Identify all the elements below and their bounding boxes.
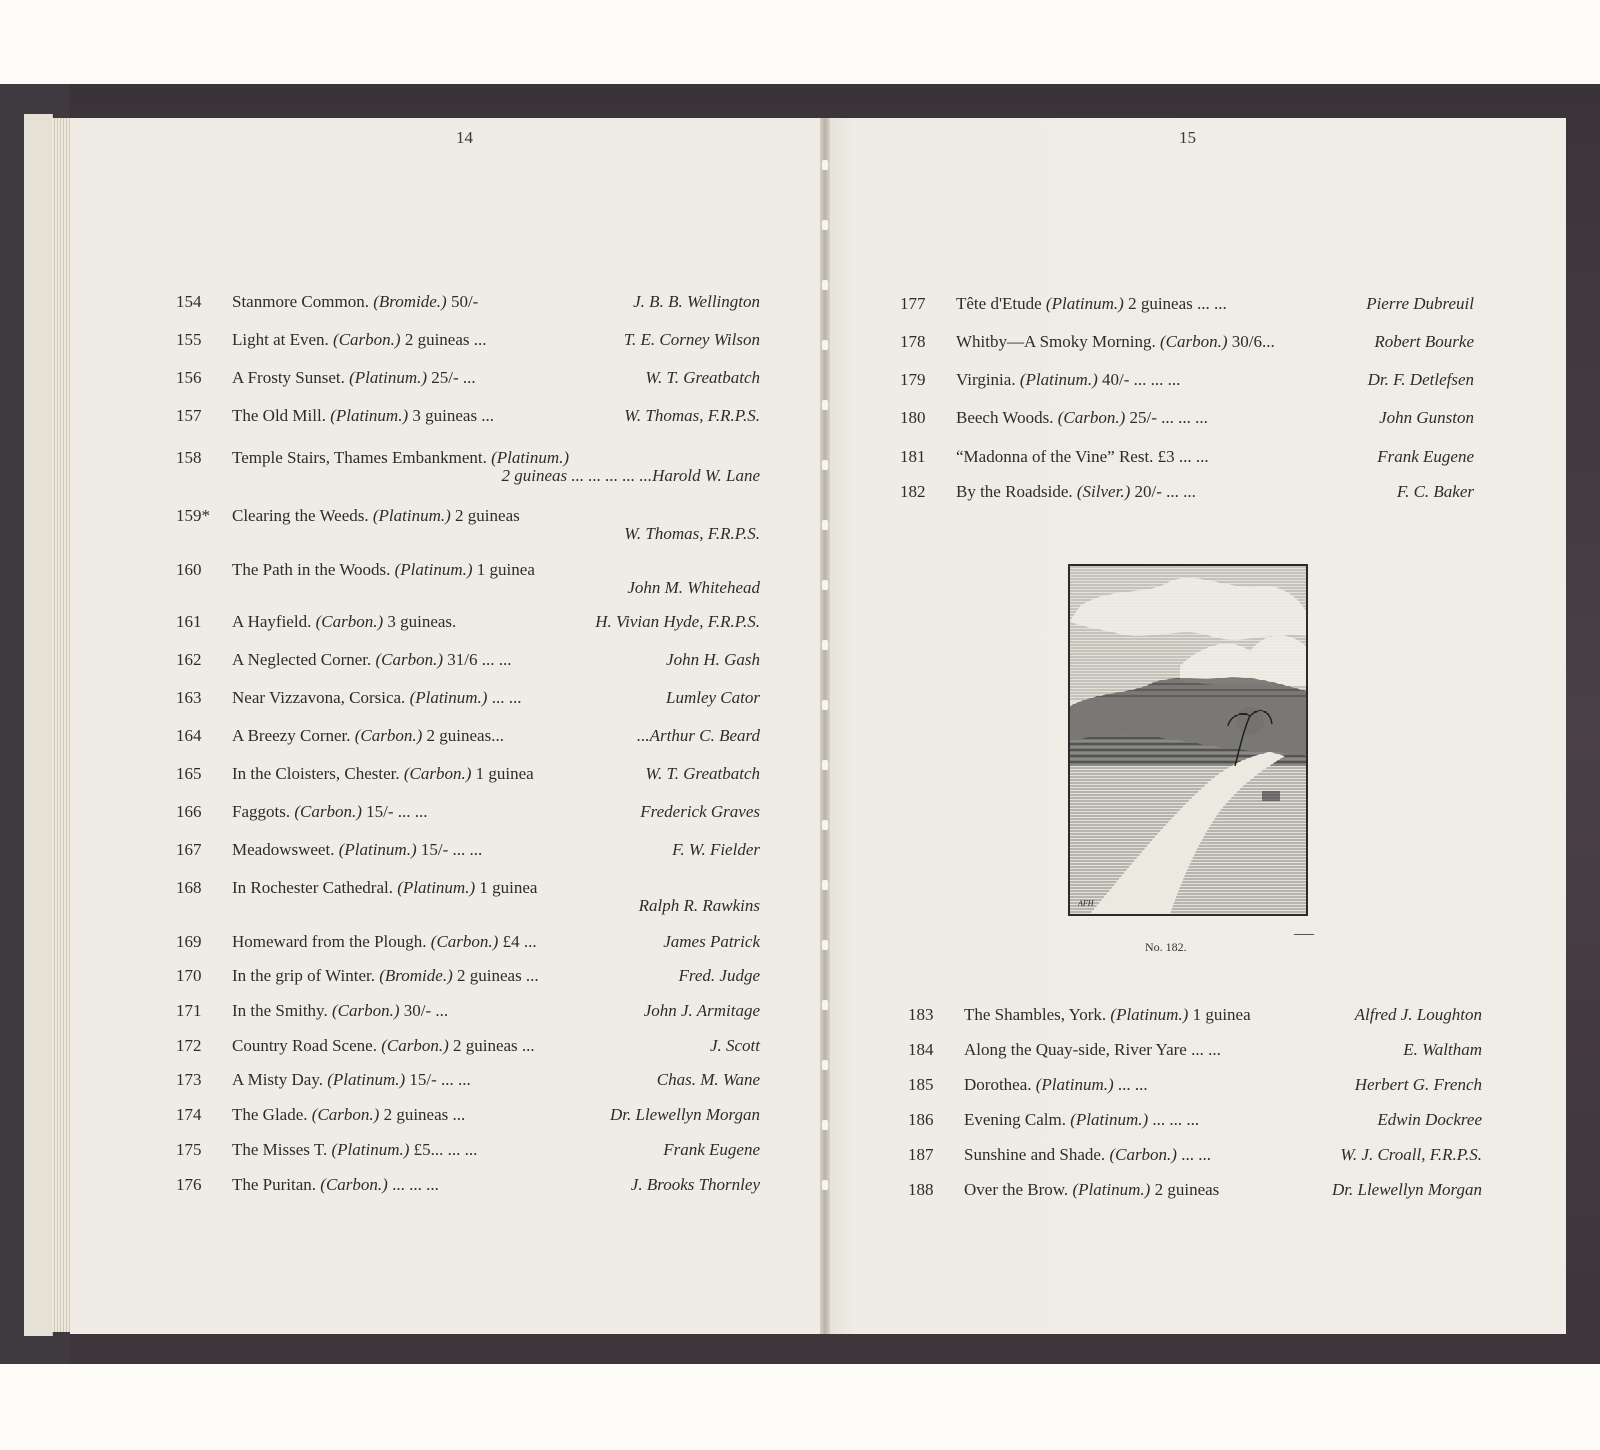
entry-price: £3 ... ...	[1157, 447, 1209, 466]
entry-process: (Carbon.)	[294, 802, 362, 821]
stitch-mark	[822, 220, 828, 230]
entry-title-line	[232, 406, 494, 426]
catalogue-entry	[176, 802, 760, 822]
entry-title-line	[232, 292, 478, 312]
entry-title: Meadowsweet.	[232, 840, 335, 859]
entry-number: 185	[908, 1075, 934, 1094]
stitch-mark	[822, 700, 828, 710]
entry-number: 167	[176, 840, 202, 859]
entry-price: £4 ...	[502, 932, 537, 951]
page-edges	[52, 118, 70, 1332]
entry-author: Pierre Dubreuil	[1366, 294, 1474, 313]
entry-price: 2 guineas ...	[452, 1036, 535, 1055]
entry-title-line	[232, 1070, 471, 1090]
entry-process: (Carbon.)	[333, 330, 401, 349]
entry-number: 172	[176, 1036, 202, 1055]
entry-title-line	[956, 482, 1196, 502]
entry-title: The Shambles, York.	[964, 1005, 1107, 1024]
entry-author: Chas. M. Wane	[656, 1070, 760, 1089]
entry-price: 15/- ... ...	[420, 840, 483, 859]
entry-process: (Platinum.)	[491, 448, 570, 467]
entry-price: 40/- ... ... ...	[1101, 370, 1181, 389]
stitch-mark	[822, 460, 828, 470]
entry-price: ... ... ...	[392, 1175, 439, 1194]
entry-title: A Breezy Corner.	[232, 726, 351, 745]
entry-title: Sunshine and Shade.	[964, 1145, 1106, 1164]
entry-process: (Platinum.)	[1110, 1005, 1189, 1024]
entry-title-line	[232, 802, 428, 822]
entry-price: 2 guineas ...	[404, 330, 487, 349]
entry-title: Country Road Scene.	[232, 1036, 377, 1055]
entry-title: Homeward from the Plough.	[232, 932, 427, 951]
entry-price: 1 guinea	[479, 878, 538, 897]
entry-number: 179	[900, 370, 926, 389]
entry-title: In the grip of Winter.	[232, 966, 375, 985]
entry-author: James Patrick	[663, 932, 760, 951]
entry-title-line	[232, 726, 504, 746]
catalogue-entry	[900, 294, 1474, 314]
entry-author: Dr. F. Detlefsen	[1367, 370, 1474, 389]
entry-title-line	[232, 560, 535, 580]
catalogue-entry	[176, 292, 760, 312]
entry-author: T. E. Corney Wilson	[623, 330, 760, 349]
entry-title: A Misty Day.	[232, 1070, 323, 1089]
entry-author: E. Waltham	[1403, 1040, 1482, 1059]
entry-price: 30/6...	[1231, 332, 1275, 351]
entry-author: W. T. Greatbatch	[645, 764, 760, 783]
entry-process: (Carbon.)	[315, 612, 384, 631]
stitch-mark	[822, 1000, 828, 1010]
entry-process: (Carbon.)	[331, 1001, 400, 1020]
entry-author: J. B. B. Wellington	[633, 292, 760, 311]
entry-number: 156	[176, 368, 202, 387]
entry-title-line	[232, 878, 537, 898]
entry-price: 25/- ... ... ...	[1129, 408, 1208, 427]
page-number-left: 14	[456, 128, 473, 147]
catalogue-entry	[176, 966, 760, 986]
entry-process: (Platinum.)	[349, 368, 428, 387]
entry-author: John H. Gash	[666, 650, 760, 669]
entry-author: Herbert G. French	[1354, 1075, 1482, 1094]
stitch-mark	[822, 640, 828, 650]
catalogue-entry	[176, 764, 760, 784]
stitch-mark	[822, 580, 828, 590]
entry-price: 2 guineas	[455, 506, 520, 525]
entry-process: (Platinum.)	[327, 1070, 406, 1089]
catalogue-entry	[900, 408, 1474, 428]
entry-number: 187	[908, 1145, 934, 1164]
entry-title-line	[232, 1140, 477, 1160]
entry-price: 2 guineas ...	[457, 966, 539, 985]
entry-price: 31/6 ... ...	[447, 650, 512, 669]
catalogue-entry	[176, 1105, 760, 1125]
entry-title: A Frosty Sunset.	[232, 368, 345, 387]
catalogue-entry	[176, 932, 760, 952]
entry-title: Evening Calm.	[964, 1110, 1066, 1129]
entry-price: ... ...	[1181, 1145, 1211, 1164]
entry-process: (Carbon.)	[1057, 408, 1126, 427]
entry-number: 162	[176, 650, 202, 669]
entry-title: Stanmore Common.	[232, 292, 369, 311]
entry-title-line	[232, 506, 520, 526]
catalogue-entry	[908, 1075, 1482, 1095]
catalogue-entry	[176, 368, 760, 388]
entry-title: Whitby—A Smoky Morning.	[956, 332, 1156, 351]
entry-process: (Carbon.)	[381, 1036, 449, 1055]
entry-title: Over the Brow.	[964, 1180, 1069, 1199]
entry-process: (Carbon.)	[354, 726, 423, 745]
entry-title-line	[232, 368, 476, 388]
entry-title: The Old Mill.	[232, 406, 326, 425]
entry-author: Fred. Judge	[678, 966, 760, 985]
entry-price: 15/- ... ...	[366, 802, 428, 821]
entry-title-line	[232, 966, 539, 986]
entry-title: Dorothea.	[964, 1075, 1032, 1094]
entry-title: Beech Woods.	[956, 408, 1054, 427]
entry-process: (Carbon.)	[375, 650, 444, 669]
entry-title: Clearing the Weeds.	[232, 506, 369, 525]
entry-price: ... ...	[1191, 1040, 1221, 1059]
stitch-mark	[822, 1060, 828, 1070]
entry-title-line	[232, 1105, 465, 1125]
entry-process: (Platinum.)	[1019, 370, 1098, 389]
entry-title-line	[232, 840, 482, 860]
entry-title-line	[964, 1145, 1211, 1165]
entry-title-line	[956, 408, 1208, 428]
entry-author: ...Arthur C. Beard	[636, 726, 760, 745]
entry-price: 30/- ...	[403, 1001, 449, 1020]
entry-title: The Glade.	[232, 1105, 308, 1124]
entry-number: 184	[908, 1040, 934, 1059]
entry-process: (Platinum.)	[1070, 1110, 1149, 1129]
entry-title-line	[232, 1001, 448, 1021]
catalogue-entry	[900, 332, 1474, 352]
entry-author: Edwin Dockree	[1377, 1110, 1482, 1129]
entry-title-line	[232, 688, 521, 708]
entry-price: 1 guinea	[475, 764, 534, 783]
stitch-mark	[822, 160, 828, 170]
entry-number: 182	[900, 482, 926, 501]
entry-title: In Rochester Cathedral.	[232, 878, 393, 897]
entry-price: 2 guineas...	[426, 726, 504, 745]
entry-number: 177	[900, 294, 926, 313]
entry-number: 178	[900, 332, 926, 351]
book-spread	[0, 84, 1600, 1364]
entry-price: 50/-	[450, 292, 479, 311]
entry-number: 160	[176, 560, 202, 579]
entry-number: 188	[908, 1180, 934, 1199]
entry-title: Faggots.	[232, 802, 291, 821]
catalogue-entry	[176, 726, 760, 746]
catalogue-entry	[176, 1140, 760, 1160]
entry-title-line	[964, 1110, 1199, 1130]
entry-title-line	[964, 1040, 1221, 1060]
entry-number: 161	[176, 612, 202, 631]
entry-number: 165	[176, 764, 202, 783]
entry-author: John J. Armitage	[643, 1001, 760, 1020]
entry-title-line	[232, 330, 487, 350]
entry-number: 159*	[176, 506, 210, 525]
catalogue-entry	[176, 560, 760, 600]
entry-title: The Path in the Woods.	[232, 560, 391, 579]
entry-process: (Carbon.)	[1109, 1145, 1177, 1164]
entry-price: 2 guineas ...	[383, 1105, 466, 1124]
entry-author: John Gunston	[1379, 408, 1474, 427]
entry-author: Frank Eugene	[1377, 447, 1474, 466]
catalogue-entry	[176, 1001, 760, 1021]
stitch-mark	[822, 280, 828, 290]
entry-number: 166	[176, 802, 202, 821]
entry-continuation: Ralph R. Rawkins	[638, 896, 760, 915]
entry-title-line	[964, 1075, 1148, 1095]
entry-process: (Carbon.)	[403, 764, 472, 783]
entry-author: W. T. Greatbatch	[645, 368, 760, 387]
entry-process: (Platinum.)	[1045, 294, 1124, 313]
entry-author: Dr. Llewellyn Morgan	[1331, 1180, 1482, 1199]
engraving-image	[1070, 566, 1306, 914]
entry-author: Robert Bourke	[1374, 332, 1474, 351]
entry-price: 3 guineas ...	[412, 406, 495, 425]
catalogue-entry	[176, 448, 760, 488]
entry-title: A Neglected Corner.	[232, 650, 372, 669]
entry-title-line	[232, 1175, 439, 1195]
entry-process: (Carbon.)	[311, 1105, 380, 1124]
entry-number: 171	[176, 1001, 202, 1020]
catalogue-entry	[176, 878, 760, 918]
entry-number: 169	[176, 932, 202, 951]
entry-price: 3 guineas.	[387, 612, 457, 631]
catalogue-entry	[176, 406, 760, 426]
entry-number: 174	[176, 1105, 202, 1124]
entry-author: Frank Eugene	[663, 1140, 760, 1159]
entry-price: ... ...	[491, 688, 522, 707]
entry-price: 2 guineas	[1154, 1180, 1220, 1199]
entry-number: 163	[176, 688, 202, 707]
entry-number: 173	[176, 1070, 202, 1089]
catalogue-entry	[908, 1180, 1482, 1200]
entry-title: Temple Stairs, Thames Embankment.	[232, 448, 487, 467]
entry-number: 155	[176, 330, 202, 349]
entry-number: 181	[900, 447, 926, 466]
entry-process: (Platinum.)	[331, 1140, 410, 1159]
entry-process: (Platinum.)	[1072, 1180, 1151, 1199]
entry-number: 168	[176, 878, 202, 897]
entry-title: Along the Quay-side, River Yare	[964, 1040, 1187, 1059]
catalogue-entry	[900, 482, 1474, 502]
stitch-mark	[822, 520, 828, 530]
entry-title-line	[956, 447, 1209, 467]
entry-price: 2 guineas ... ...	[1128, 294, 1227, 313]
entry-author: F. W. Fielder	[672, 840, 760, 859]
entry-title-line	[964, 1180, 1219, 1200]
entry-title: Light at Even.	[232, 330, 329, 349]
figure-caption: No. 182.	[1145, 940, 1187, 954]
catalogue-entry	[176, 650, 760, 670]
entry-number: 164	[176, 726, 202, 745]
entry-title-line	[964, 1005, 1251, 1025]
page-number-right: 15	[1179, 128, 1196, 147]
catalogue-entry	[176, 330, 760, 350]
entry-title-line	[232, 448, 569, 468]
entry-continuation: John M. Whitehead	[627, 578, 760, 597]
catalogue-entry	[176, 688, 760, 708]
entry-title-line	[232, 1036, 535, 1056]
entry-author: F. C. Baker	[1396, 482, 1474, 501]
entry-number: 157	[176, 406, 202, 425]
entry-author: H. Vivian Hyde, F.R.P.S.	[595, 612, 760, 631]
entry-title-line	[232, 932, 537, 952]
entry-author: Lumley Cator	[666, 688, 760, 707]
entry-process: (Silver.)	[1076, 482, 1131, 501]
stitch-mark	[822, 1120, 828, 1130]
stitch-mark	[822, 820, 828, 830]
entry-author: Alfred J. Loughton	[1354, 1005, 1482, 1024]
catalogue-entry	[908, 1040, 1482, 1060]
entry-title-line	[232, 650, 512, 670]
entry-number: 158	[176, 448, 202, 467]
entry-title: Virginia.	[956, 370, 1016, 389]
entry-process: (Platinum.)	[372, 506, 451, 525]
entry-number: 175	[176, 1140, 202, 1159]
entry-title: A Hayfield.	[232, 612, 312, 631]
entry-title-line	[232, 764, 534, 784]
catalogue-entry	[176, 1175, 760, 1195]
entry-author: W. Thomas, F.R.P.S.	[624, 406, 760, 425]
catalogue-entry	[908, 1145, 1482, 1165]
catalogue-entry	[908, 1110, 1482, 1130]
entry-process: (Carbon.)	[430, 932, 499, 951]
catalogue-entry	[176, 1070, 760, 1090]
catalogue-entry	[176, 840, 760, 860]
entry-number: 176	[176, 1175, 202, 1194]
entry-process: (Platinum.)	[397, 878, 476, 897]
entry-price: 1 guinea	[1192, 1005, 1251, 1024]
entry-author: J. Scott	[709, 1036, 760, 1055]
entry-process: (Platinum.)	[1035, 1075, 1114, 1094]
entry-continuation: W. Thomas, F.R.P.S.	[624, 524, 760, 543]
catalogue-entry	[908, 1005, 1482, 1025]
gutter	[820, 118, 830, 1334]
entry-author: W. J. Croall, F.R.P.S.	[1340, 1145, 1482, 1164]
page-edge-strip	[24, 114, 53, 1336]
entry-title: The Misses T.	[232, 1140, 328, 1159]
stitch-mark	[822, 340, 828, 350]
entry-continuation: 2 guineas ... ... ... ... ...Harold W. Lane	[501, 466, 760, 485]
entry-process: (Bromide.)	[373, 292, 447, 311]
entry-price: ... ... ...	[1152, 1110, 1200, 1129]
stitch-mark	[822, 400, 828, 410]
stitch-mark	[822, 760, 828, 770]
entry-number: 180	[900, 408, 926, 427]
entry-title: By the Roadside.	[956, 482, 1073, 501]
catalogue-entry	[900, 447, 1474, 467]
entry-price: 15/- ... ...	[409, 1070, 471, 1089]
entry-author: J. Brooks Thornley	[630, 1175, 760, 1194]
stitch-mark	[822, 880, 828, 890]
entry-price: 1 guinea	[476, 560, 535, 579]
catalogue-entry	[176, 612, 760, 632]
entry-title: The Puritan.	[232, 1175, 317, 1194]
caption-rule	[1294, 934, 1314, 935]
entry-process: (Carbon.)	[1160, 332, 1228, 351]
catalogue-entry	[900, 370, 1474, 390]
entry-title-line	[956, 332, 1275, 352]
entry-author: Dr. Llewellyn Morgan	[609, 1105, 760, 1124]
entry-process: (Platinum.)	[330, 406, 409, 425]
entry-process: (Bromide.)	[379, 966, 453, 985]
catalogue-entry	[176, 1036, 760, 1056]
entry-title: In the Cloisters, Chester.	[232, 764, 400, 783]
entry-process: (Platinum.)	[394, 560, 473, 579]
entry-process: (Platinum.)	[338, 840, 417, 859]
stitch-mark	[822, 1180, 828, 1190]
entry-number: 170	[176, 966, 202, 985]
illustration-roadside	[1068, 564, 1308, 916]
entry-number: 186	[908, 1110, 934, 1129]
entry-price: ... ...	[1117, 1075, 1148, 1094]
entry-title: “Madonna of the Vine” Rest.	[956, 447, 1154, 466]
entry-title: Tête d'Etude	[956, 294, 1042, 313]
entry-title-line	[956, 370, 1180, 390]
entry-price: 25/- ...	[431, 368, 476, 387]
entry-price: 20/- ... ...	[1134, 482, 1196, 501]
entry-title-line	[232, 612, 456, 632]
entry-title-line	[956, 294, 1227, 314]
entry-author: Frederick Graves	[640, 802, 760, 821]
entry-price: £5... ... ...	[413, 1140, 478, 1159]
svg-text:AFH: AFH	[1078, 899, 1094, 908]
entry-number: 154	[176, 292, 202, 311]
entry-process: (Platinum.)	[409, 688, 488, 707]
catalogue-entry	[176, 506, 760, 546]
entry-process: (Carbon.)	[320, 1175, 388, 1194]
entry-title: Near Vizzavona, Corsica.	[232, 688, 406, 707]
entry-number: 183	[908, 1005, 934, 1024]
entry-title: In the Smithy.	[232, 1001, 328, 1020]
stitch-mark	[822, 940, 828, 950]
